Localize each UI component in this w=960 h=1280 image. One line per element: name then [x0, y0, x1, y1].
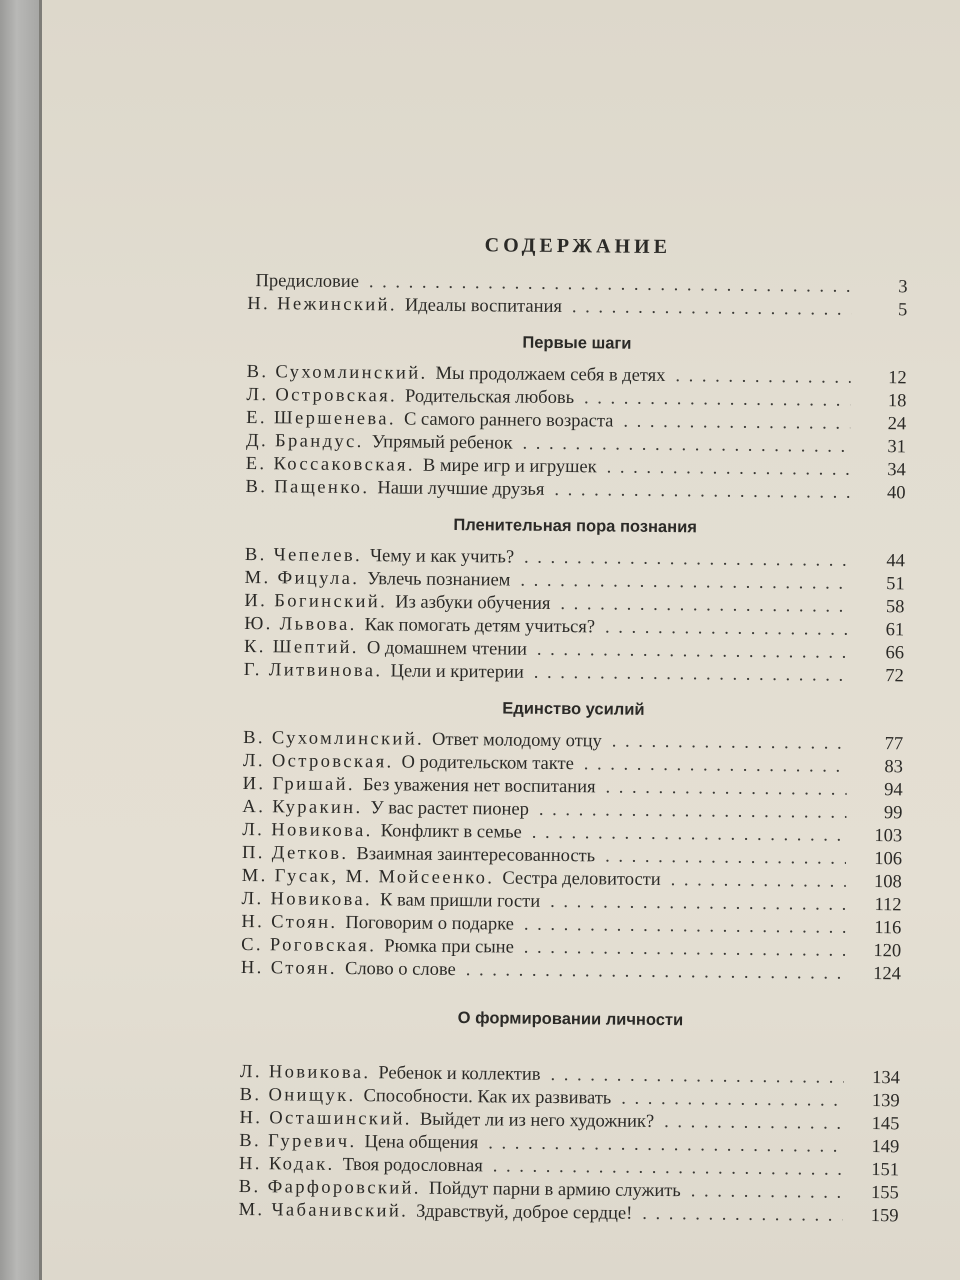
entry-author: В. Гуревич.: [239, 1130, 357, 1153]
entry-author: Л. Новикова.: [242, 819, 373, 842]
entry-page-number: 145: [871, 1114, 900, 1135]
dot-leader: [550, 892, 846, 916]
dot-leader: [605, 777, 846, 800]
dot-leader: [493, 1156, 843, 1180]
entry-title: Выйдет ли из него художник?: [419, 1109, 655, 1132]
dot-leader: [572, 297, 852, 321]
entry-author: И. Гришай.: [242, 773, 356, 796]
entry-title: В мире игр и игрушек: [422, 455, 597, 478]
entry-author: Н. Нежинский.: [247, 293, 397, 316]
entry-author: Л. Островская.: [242, 750, 394, 773]
entry-page-number: 3: [898, 277, 908, 298]
entry-author: Н. Стоян.: [240, 957, 338, 979]
section-heading: Единство усилий: [502, 699, 645, 719]
dot-leader: [539, 800, 847, 824]
entry-title: О родительском такте: [401, 752, 574, 775]
entry-author: Л. Островская.: [246, 384, 398, 407]
entry-page-number: 18: [887, 391, 907, 412]
entry-page-number: 116: [874, 918, 902, 939]
entry-author: М. Фицула.: [244, 567, 360, 590]
entry-author: Л. Новикова.: [239, 1061, 371, 1084]
dot-leader: [466, 960, 845, 985]
entry-title: Ребенок и коллектив: [378, 1063, 541, 1085]
entry-author: А. Куракин.: [242, 796, 363, 819]
entry-title: Наши лучшие друзья: [377, 478, 545, 500]
dot-leader: [488, 1133, 843, 1157]
entry-title: Цена общения: [364, 1132, 479, 1154]
entry-page-number: 134: [872, 1068, 901, 1089]
entry-title: С самого раннего возраста: [403, 409, 614, 432]
dot-leader: [664, 1112, 843, 1135]
section-heading: Пленительная пора познания: [453, 515, 697, 537]
dot-leader: [623, 412, 850, 435]
table-of-contents: [238, 232, 907, 1229]
entry-page-number: 159: [870, 1206, 899, 1227]
entry-author: М. Чабанивский.: [238, 1199, 409, 1222]
toc-section: [245, 331, 907, 506]
book-page: [42, 0, 960, 1280]
dot-leader: [642, 1204, 842, 1227]
entry-page-number: 155: [870, 1183, 899, 1204]
entry-page-number: 77: [884, 734, 904, 755]
dot-leader: [554, 480, 849, 504]
dot-leader: [537, 640, 848, 664]
dot-leader: [524, 548, 849, 572]
entry-page-number: 5: [897, 300, 908, 321]
entry-title: Рюмка при сыне: [384, 936, 514, 958]
toc-entry: [244, 660, 904, 689]
dot-leader: [605, 617, 848, 640]
entry-author: Д. Брандус.: [245, 430, 364, 453]
entry-page-number: 112: [874, 895, 902, 916]
entry-page-number: 58: [885, 597, 905, 618]
dot-leader: [560, 594, 848, 618]
section-heading: О формировании личности: [457, 1009, 684, 1030]
section-heading: Первые шаги: [522, 333, 632, 353]
entry-author: В. Чепелев.: [244, 544, 363, 567]
entry-author: Е. Коссаковская.: [245, 453, 416, 476]
entry-title: Слово о слове: [344, 958, 456, 981]
entry-author: В. Сухомлинский.: [246, 361, 428, 384]
entry-page-number: 61: [885, 620, 905, 641]
toc-section: [241, 697, 904, 987]
entry-page-number: 120: [873, 941, 902, 962]
entry-title: Мы продолжаем себя в детях: [435, 363, 666, 387]
entry-title: Идеалы воспитания: [404, 295, 563, 318]
toc-intro: [247, 271, 907, 323]
dot-leader: [607, 457, 850, 480]
dot-leader: [532, 823, 847, 847]
toc-entry: [241, 958, 901, 987]
entry-title: Здравствуй, доброе сердце!: [416, 1201, 633, 1224]
entry-page-number: 94: [884, 780, 903, 801]
dot-leader: [605, 846, 846, 869]
dot-leader: [534, 663, 848, 687]
entry-page-number: 124: [873, 964, 902, 985]
dot-leader: [520, 571, 848, 595]
dot-leader: [621, 1089, 844, 1112]
entry-title: Способности. Как их развивать: [363, 1086, 612, 1109]
toc-title: СОДЕРЖАНИЕ: [484, 234, 672, 259]
entry-author: И. Богинский.: [244, 590, 388, 613]
entry-page-number: 151: [871, 1160, 900, 1181]
entry-title: У вас растет пионер: [370, 798, 530, 820]
entry-page-number: 66: [885, 643, 905, 664]
entry-author: С. Роговская.: [241, 934, 377, 957]
dot-leader: [522, 434, 850, 458]
entry-page-number: 40: [886, 483, 906, 504]
entry-author: В. Сухомлинский.: [243, 727, 425, 750]
dot-leader: [584, 754, 847, 778]
entry-title: Увлечь познанием: [367, 569, 511, 591]
entry-title: Без уважения нет воспитания: [362, 775, 596, 798]
entry-title: К вам пришли гости: [379, 890, 541, 912]
entry-title: Цели и критерии: [390, 661, 524, 683]
entry-author: Г. Литвинова.: [243, 659, 383, 682]
entry-author: В. Пащенко.: [245, 476, 370, 499]
entry-page-number: 12: [888, 368, 907, 389]
entry-title: Предисловие: [255, 271, 360, 293]
entry-author: Е. Шершенева.: [246, 407, 397, 430]
dot-leader: [612, 732, 847, 755]
toc-entry: [247, 294, 907, 323]
entry-page-number: 24: [887, 414, 907, 435]
toc-entry: [238, 1200, 898, 1229]
entry-author: Н. Стоян.: [241, 911, 338, 933]
dot-leader: [369, 272, 852, 298]
entry-page-number: 108: [873, 872, 902, 893]
entry-author: М. Гусак, М. Мойсеенко.: [241, 865, 495, 889]
entry-title: Ответ молодому отцу: [431, 729, 602, 752]
entry-page-number: 44: [886, 551, 905, 572]
toc-entry: [245, 477, 905, 506]
toc-section: [238, 1007, 900, 1229]
entry-author: Н. Осташинский.: [239, 1107, 412, 1130]
entry-title: Пойдут парни в армию служить: [428, 1178, 681, 1202]
entry-page-number: 31: [887, 437, 907, 458]
toc-section: [244, 514, 906, 689]
entry-title: Взаимная заинтересованность: [356, 844, 596, 867]
entry-author: К. Шептий.: [243, 636, 359, 659]
entry-title: Из азбуки обучения: [395, 592, 551, 614]
entry-author: Л. Новикова.: [241, 888, 373, 911]
entry-author: В. Онищук.: [239, 1084, 356, 1107]
dot-leader: [550, 1065, 844, 1089]
book-binding-edge: [0, 0, 42, 1280]
entry-page-number: 149: [871, 1137, 900, 1158]
entry-title: Конфликт в семье: [380, 821, 522, 843]
entry-page-number: 139: [871, 1091, 900, 1112]
entry-title: Твоя родословная: [342, 1154, 483, 1177]
entry-author: Ю. Львова.: [244, 613, 357, 636]
entry-title: Чему и как учить?: [369, 546, 515, 568]
entry-author: Н. Кодак.: [238, 1153, 335, 1175]
entry-page-number: 103: [874, 826, 903, 847]
dot-leader: [524, 938, 845, 962]
dot-leader: [584, 388, 851, 412]
entry-title: Как помогать детям учиться?: [364, 615, 596, 638]
entry-author: П. Детков.: [241, 842, 349, 864]
entry-title: Упрямый ребенок: [371, 432, 513, 454]
entry-title: Поговорим о подарке: [345, 912, 514, 935]
toc-sections: [238, 331, 907, 1229]
entry-title: Сестра деловитости: [502, 868, 661, 890]
dot-leader: [671, 870, 846, 893]
entry-page-number: 99: [883, 803, 903, 824]
entry-page-number: 83: [884, 757, 903, 778]
entry-title: О домашнем чтении: [366, 638, 528, 660]
entry-author: В. Фарфоровский.: [238, 1176, 421, 1199]
entry-page-number: 34: [887, 460, 906, 481]
dot-leader: [675, 366, 850, 389]
dot-leader: [691, 1181, 843, 1203]
entry-page-number: 72: [885, 666, 904, 687]
entry-page-number: 106: [874, 849, 903, 870]
dot-leader: [524, 915, 846, 939]
entry-page-number: 51: [886, 574, 905, 595]
entry-title: Родительская любовь: [405, 386, 575, 409]
